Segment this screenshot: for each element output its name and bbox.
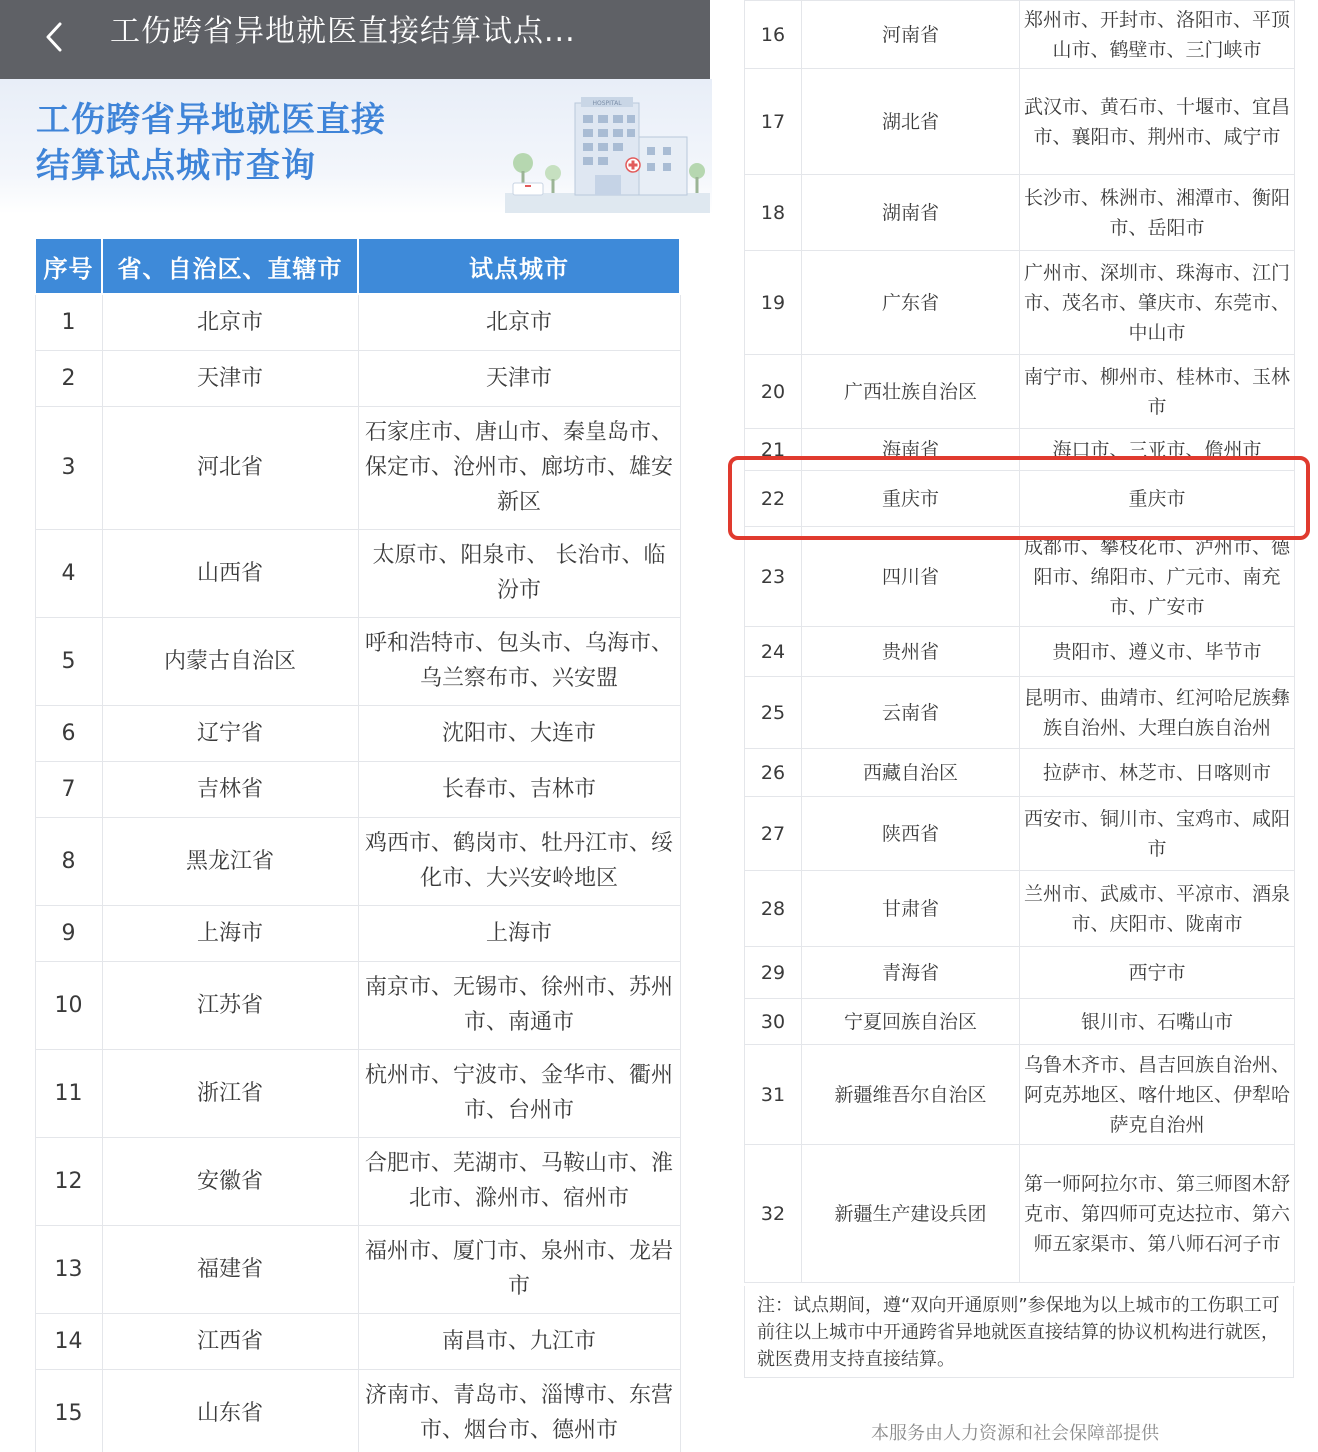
row-province: 湖北省 — [802, 69, 1020, 175]
hospital-building-illustration — [505, 93, 710, 213]
nav-title: 工伤跨省异地就医直接结算试点... — [110, 14, 576, 49]
row-index: 16 — [745, 1, 802, 69]
banner-title-line1: 工伤跨省异地就医直接 — [36, 100, 386, 140]
row-province: 江苏省 — [102, 961, 358, 1049]
row-province: 河南省 — [802, 1, 1020, 69]
row-index: 23 — [745, 527, 802, 627]
row-index: 20 — [745, 355, 802, 429]
table-row — [745, 797, 1295, 871]
table-row-highlighted — [745, 471, 1295, 527]
row-cities: 福州市、厦门市、泉州市、龙岩市 — [358, 1225, 680, 1313]
row-index: 17 — [745, 69, 802, 175]
table-row — [35, 905, 680, 961]
table-row — [745, 999, 1295, 1045]
row-province: 湖南省 — [802, 175, 1020, 251]
row-index: 32 — [745, 1145, 802, 1283]
row-index: 30 — [745, 999, 802, 1045]
row-index: 5 — [35, 617, 102, 705]
row-cities: 天津市 — [358, 350, 680, 406]
row-cities: 呼和浩特市、包头市、乌海市、乌兰察布市、兴安盟 — [358, 617, 680, 705]
chevron-left-icon[interactable] — [38, 14, 78, 60]
right-screenshot — [712, 0, 1318, 1452]
row-province: 辽宁省 — [102, 705, 358, 761]
table-row — [35, 406, 680, 529]
row-province: 西藏自治区 — [802, 749, 1020, 797]
row-province: 陕西省 — [802, 797, 1020, 871]
table-row — [35, 961, 680, 1049]
row-province: 福建省 — [102, 1225, 358, 1313]
table-row — [35, 1225, 680, 1313]
banner-title — [36, 97, 386, 189]
row-cities: 银川市、石嘴山市 — [1020, 999, 1295, 1045]
row-cities: 济南市、青岛市、淄博市、东营市、烟台市、德州市 — [358, 1369, 680, 1452]
row-province: 新疆生产建设兵团 — [802, 1145, 1020, 1283]
row-cities: 郑州市、开封市、洛阳市、平顶山市、鹤壁市、三门峡市 — [1020, 1, 1295, 69]
row-province: 上海市 — [102, 905, 358, 961]
row-index: 1 — [35, 294, 102, 350]
row-cities: 杭州市、宁波市、金华市、衢州市、台州市 — [358, 1049, 680, 1137]
row-province: 甘肃省 — [802, 871, 1020, 947]
row-index: 8 — [35, 817, 102, 905]
table-row — [35, 529, 680, 617]
table-row — [745, 871, 1295, 947]
table-row — [35, 1137, 680, 1225]
hospital-sign: HOSPITAL — [592, 100, 622, 107]
pilot-city-table — [34, 237, 681, 1452]
row-cities: 合肥市、芜湖市、马鞍山市、淮北市、滁州市、宿州市 — [358, 1137, 680, 1225]
row-cities: 南京市、无锡市、徐州市、苏州市、南通市 — [358, 961, 680, 1049]
table-row — [745, 355, 1295, 429]
row-province: 贵州省 — [802, 627, 1020, 677]
row-province: 吉林省 — [102, 761, 358, 817]
row-index: 12 — [35, 1137, 102, 1225]
row-index: 26 — [745, 749, 802, 797]
row-province: 新疆维吾尔自治区 — [802, 1045, 1020, 1145]
table-row — [35, 705, 680, 761]
row-index: 3 — [35, 406, 102, 529]
navigation-bar — [0, 0, 710, 79]
row-index: 18 — [745, 175, 802, 251]
table-row — [745, 1045, 1295, 1145]
row-province: 青海省 — [802, 947, 1020, 999]
row-index: 29 — [745, 947, 802, 999]
row-province: 浙江省 — [102, 1049, 358, 1137]
row-cities: 石家庄市、唐山市、秦皇岛市、保定市、沧州市、廊坊市、雄安新区 — [358, 406, 680, 529]
row-index: 10 — [35, 961, 102, 1049]
row-index: 14 — [35, 1313, 102, 1369]
table-row — [35, 294, 680, 350]
table-row — [745, 1, 1295, 69]
table-row — [35, 617, 680, 705]
table-row — [35, 350, 680, 406]
row-cities: 南昌市、九江市 — [358, 1313, 680, 1369]
row-cities: 西安市、铜川市、宝鸡市、咸阳市 — [1020, 797, 1295, 871]
row-province: 广东省 — [802, 251, 1020, 355]
row-index: 24 — [745, 627, 802, 677]
table-row — [745, 677, 1295, 749]
banner-title-line2: 结算试点城市查询 — [36, 146, 316, 186]
row-cities: 上海市 — [358, 905, 680, 961]
row-cities: 兰州市、武威市、平凉市、酒泉市、庆阳市、陇南市 — [1020, 871, 1295, 947]
row-index: 15 — [35, 1369, 102, 1452]
banner — [0, 79, 712, 214]
row-province: 河北省 — [102, 406, 358, 529]
row-province: 云南省 — [802, 677, 1020, 749]
row-cities: 鸡西市、鹤岗市、牡丹江市、绥化市、大兴安岭地区 — [358, 817, 680, 905]
table-row — [745, 175, 1295, 251]
row-index: 2 — [35, 350, 102, 406]
row-province: 北京市 — [102, 294, 358, 350]
header-cities: 试点城市 — [358, 238, 680, 294]
row-province: 宁夏回族自治区 — [802, 999, 1020, 1045]
row-cities: 西宁市 — [1020, 947, 1295, 999]
row-index: 21 — [745, 429, 802, 471]
header-province: 省、自治区、直辖市 — [102, 238, 358, 294]
table-header-row — [35, 238, 680, 294]
table-row — [35, 817, 680, 905]
row-cities: 拉萨市、林芝市、日喀则市 — [1020, 749, 1295, 797]
row-index: 19 — [745, 251, 802, 355]
row-index: 28 — [745, 871, 802, 947]
table-row — [745, 429, 1295, 471]
row-cities: 重庆市 — [1020, 471, 1295, 527]
row-cities: 北京市 — [358, 294, 680, 350]
row-province: 广西壮族自治区 — [802, 355, 1020, 429]
row-index: 22 — [745, 471, 802, 527]
header-index: 序号 — [35, 238, 102, 294]
row-province: 山西省 — [102, 529, 358, 617]
row-cities: 沈阳市、大连市 — [358, 705, 680, 761]
row-cities: 昆明市、曲靖市、红河哈尼族彝族自治州、大理白族自治州 — [1020, 677, 1295, 749]
row-index: 25 — [745, 677, 802, 749]
row-cities: 长春市、吉林市 — [358, 761, 680, 817]
row-index: 6 — [35, 705, 102, 761]
row-index: 4 — [35, 529, 102, 617]
table-row — [745, 627, 1295, 677]
row-cities: 成都市、攀枝花市、泸州市、德阳市、绵阳市、广元市、南充市、广安市 — [1020, 527, 1295, 627]
row-province: 重庆市 — [802, 471, 1020, 527]
table-row — [35, 1369, 680, 1452]
row-cities: 太原市、阳泉市、 长治市、临汾市 — [358, 529, 680, 617]
row-province: 内蒙古自治区 — [102, 617, 358, 705]
row-index: 9 — [35, 905, 102, 961]
table-row — [745, 947, 1295, 999]
row-province: 黑龙江省 — [102, 817, 358, 905]
row-province: 江西省 — [102, 1313, 358, 1369]
row-cities: 南宁市、柳州市、桂林市、玉林市 — [1020, 355, 1295, 429]
row-province: 天津市 — [102, 350, 358, 406]
table-row — [745, 1145, 1295, 1283]
table-row — [745, 251, 1295, 355]
footnote: 注：试点期间，遵“双向开通原则”参保地为以上城市的工伤职工可前往以上城市中开通跨省异地就医直接结算的协议机构进行就医，就医费用支持直接结算。 — [744, 1286, 1294, 1378]
table-row — [35, 1049, 680, 1137]
row-province: 四川省 — [802, 527, 1020, 627]
row-province: 海南省 — [802, 429, 1020, 471]
row-cities: 武汉市、黄石市、十堰市、宜昌市、襄阳市、荆州市、咸宁市 — [1020, 69, 1295, 175]
row-index: 27 — [745, 797, 802, 871]
row-index: 11 — [35, 1049, 102, 1137]
pilot-city-table-continued — [744, 0, 1295, 1283]
row-cities: 海口市、三亚市、儋州市 — [1020, 429, 1295, 471]
row-cities: 广州市、深圳市、珠海市、江门市、茂名市、肇庆市、东莞市、中山市 — [1020, 251, 1295, 355]
table-row — [35, 761, 680, 817]
row-index: 31 — [745, 1045, 802, 1145]
row-cities: 长沙市、株洲市、湘潭市、衡阳市、岳阳市 — [1020, 175, 1295, 251]
row-province: 安徽省 — [102, 1137, 358, 1225]
row-cities: 乌鲁木齐市、昌吉回族自治州、阿克苏地区、喀什地区、伊犁哈萨克自治州 — [1020, 1045, 1295, 1145]
table-row — [745, 69, 1295, 175]
row-index: 13 — [35, 1225, 102, 1313]
table-row — [35, 1313, 680, 1369]
table-row — [745, 749, 1295, 797]
row-index: 7 — [35, 761, 102, 817]
row-cities: 第一师阿拉尔市、第三师图木舒克市、第四师可克达拉市、第六师五家渠市、第八师石河子市 — [1020, 1145, 1295, 1283]
table-row — [745, 527, 1295, 627]
footer-provider: 本服务由人力资源和社会保障部提供 — [871, 1423, 1159, 1444]
row-province: 山东省 — [102, 1369, 358, 1452]
row-cities: 贵阳市、遵义市、毕节市 — [1020, 627, 1295, 677]
